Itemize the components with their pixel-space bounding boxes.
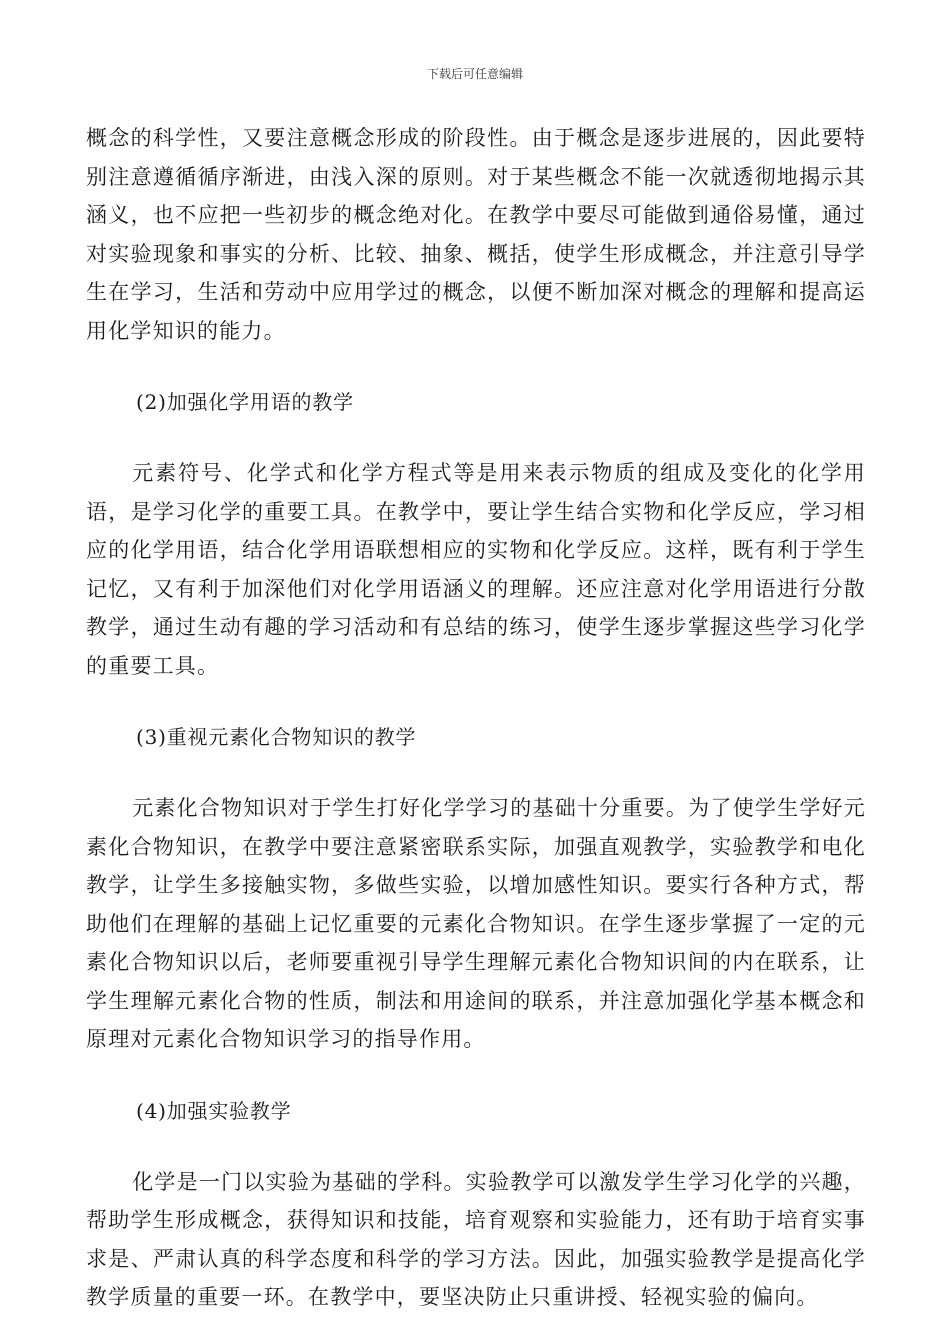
spacer	[86, 350, 866, 383]
section-heading-experiments: (4)加强实验教学	[136, 1098, 292, 1123]
spacer	[86, 1130, 866, 1163]
section-heading-element-compounds: (3)重视元素化合物知识的教学	[136, 725, 417, 749]
spacer	[86, 1059, 866, 1092]
page-header: 下载后可任意编辑	[426, 67, 523, 81]
paragraph-element-compounds: 元素化合物知识对于学生打好化学学习的基础十分重要。为了使学生学好元素化合物知识，在教学中要注意紧密联系实际，加强直观教学，实验教学和电化教学，让学生多接触实物，多做些实验，以增加感性知识。要实行各种方式，帮助他们在理解的基础上记忆重要的元素化合物知识。在学生逐步掌握了一定的元素化合物知识以后，老师要重视引导学生理解元素化合物知识间的内在联系，让学生理解元素化合物的性质，制法和用途间的联系，并注意加强化学基本概念和原理对元素化合物知识学习的指导作用。	[86, 796, 866, 1051]
document-body	[86, 119, 866, 1317]
spacer	[86, 756, 866, 789]
paragraph-chemical-terms: 元素符号、化学式和化学方程式等是用来表示物质的组成及变化的化学用语，是学习化学的重要工具。在教学中，要让学生结合实物和化学反应，学习相应的化学用语，结合化学用语联想相应的实物和化学反应。这样，既有利于学生记忆，又有利于加深他们对化学用语涵义的理解。还应注意对化学用语进行分散教学，通过生动有趣的学习活动和有总结的练习，使学生逐步掌握这些学习化学的重要工具。	[86, 461, 866, 678]
spacer	[86, 421, 866, 454]
paragraph-experiments: 化学是一门以实验为基础的学科。实验教学可以激发学生学习化学的兴趣，帮助学生形成概念，获得知识和技能，培育观察和实验能力，还有助于培育实事求是、严肃认真的科学态度和科学的学习方法。因此，加强实验教学是提高化学教学质量的重要一环。在教学中，要坚决防止只重讲授、轻视实验的偏向。	[86, 1169, 866, 1309]
section-heading-chemical-terms: (2)加强化学用语的教学	[136, 390, 354, 414]
paragraph-concepts-continued: 概念的科学性，又要注意概念形成的阶段性。由于概念是逐步进展的，因此要特别注意遵循循序渐进，由浅入深的原则。对于某些概念不能一次就透彻地揭示其涵义，也不应把一些初步的概念绝对化。在教学中要尽可能做到通俗易懂，通过对实验现象和事实的分析、比较、抽象、概括，使学生形成概念，并注意引导学生在学习，生活和劳动中应用学过的概念，以便不断加深对概念的理解和提高运用化学知识的能力。	[86, 126, 866, 343]
spacer	[86, 685, 866, 718]
